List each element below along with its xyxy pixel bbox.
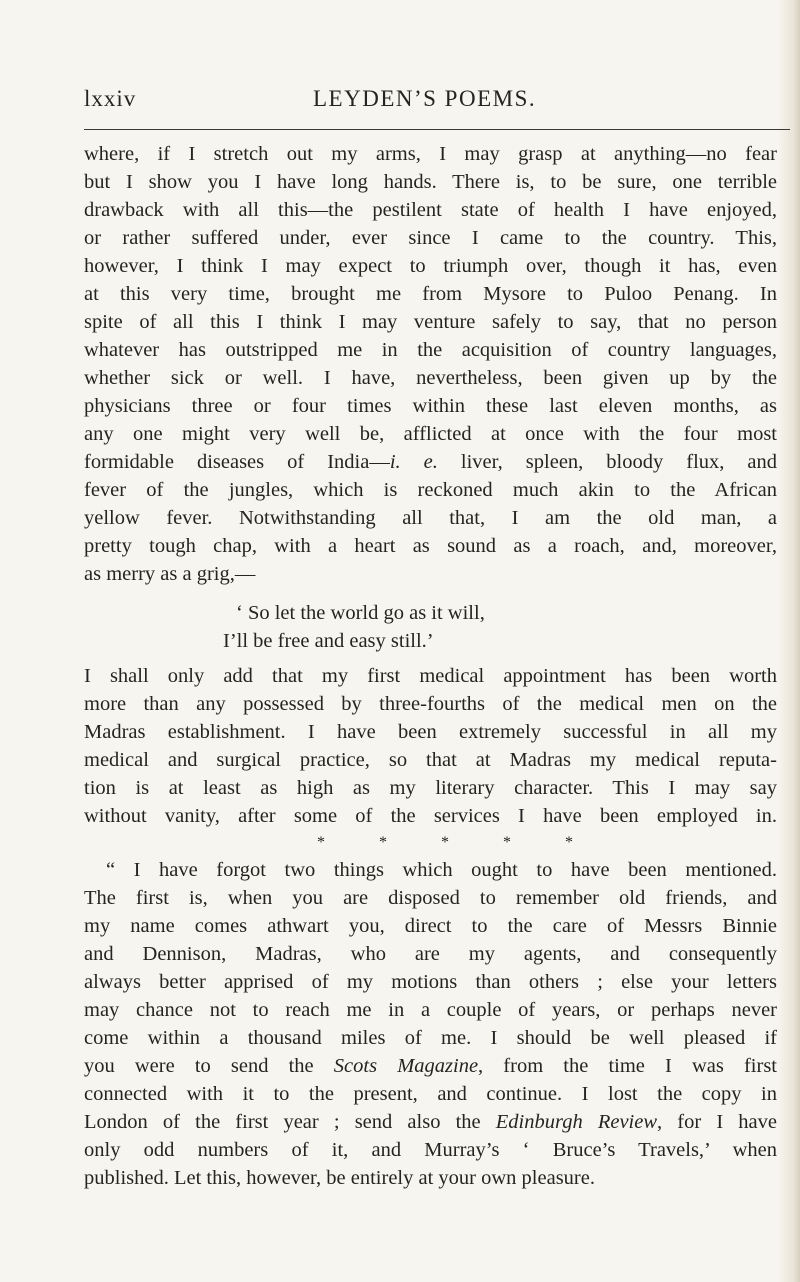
text-line: without vanity, after some of the services I have been employed in. <box>84 805 777 827</box>
text-line: connected with it to the present, and continue. I lost the copy in <box>84 1083 777 1105</box>
text-line: published. Let this, however, be entirely at your own pleasure. <box>84 1167 595 1189</box>
text-line: drawback with all this—the pestilent state of health I have enjoyed, <box>84 199 777 221</box>
header-rule <box>84 129 790 130</box>
running-title: LEYDEN’S POEMS. <box>313 86 537 111</box>
italic-abbreviation: i. e. <box>389 451 438 473</box>
text-line: however, I think I may expect to triumph over, though it has, even <box>84 255 777 277</box>
text-line <box>84 448 777 476</box>
running-head <box>84 86 790 116</box>
text-line: medical and surgical practice, so that at Madras my medical reputa- <box>84 749 777 771</box>
text-run: , for I have <box>657 1111 777 1133</box>
asterisk-divider: * * * * * <box>317 834 573 851</box>
text-line: fever of the jungles, which is reckoned much akin to the African <box>84 479 777 501</box>
text-run: liver, spleen, bloody flux, and <box>437 451 778 473</box>
text-line: my name comes athwart you, direct to the care of Messrs Binnie <box>84 915 777 937</box>
text-line: any one might very well be, afflicted at once with the four most <box>84 423 777 445</box>
text-line: come within a thousand miles of me. I should be well pleased if <box>84 1027 777 1049</box>
text-line <box>84 1108 777 1136</box>
text-line: yellow fever. Notwithstanding all that, I am the old man, a <box>84 507 777 529</box>
text-line: spite of all this I think I may venture safely to say, that no person <box>84 311 777 333</box>
text-run: you were to send the <box>84 1055 334 1077</box>
page-number: lxxiv <box>84 86 137 111</box>
verse-line: I’ll be free and easy still.’ <box>223 630 434 652</box>
text-line: only odd numbers of it, and Murray’s ‘ Bruce’s Travels,’ when <box>84 1139 777 1161</box>
text-line: but I show you I have long hands. There is, to be sure, one terrible <box>84 171 777 193</box>
text-line: whatever has outstripped me in the acquisition of country languages, <box>84 339 777 361</box>
verse-line: ‘ So let the world go as it will, <box>236 602 485 624</box>
text-line: “ I have forgot two things which ought to have been mentioned. <box>106 859 777 881</box>
italic-title: Edinburgh Review <box>495 1111 658 1133</box>
text-line: tion is at least as high as my literary character. This I may say <box>84 777 777 799</box>
text-line: and Dennison, Madras, who are my agents, and consequently <box>84 943 777 965</box>
text-line: as merry as a grig,— <box>84 563 256 585</box>
text-line: more than any possessed by three-fourths of the medical men on the <box>84 693 777 715</box>
text-line: whether sick or well. I have, nevertheless, been given up by the <box>84 367 777 389</box>
text-line: pretty tough chap, with a heart as sound as a roach, and, moreover, <box>84 535 777 557</box>
text-run: London of the first year ; send also the <box>84 1111 496 1133</box>
text-line: physicians three or four times within these last eleven months, as <box>84 395 777 417</box>
text-line <box>84 1052 777 1080</box>
text-line: Madras establishment. I have been extremely successful in all my <box>84 721 777 743</box>
italic-title: Scots Magazine <box>333 1055 479 1077</box>
text-run: , from the time I was first <box>478 1055 777 1077</box>
text-run: formidable diseases of India— <box>84 451 390 473</box>
text-line: may chance not to reach me in a couple of years, or perhaps never <box>84 999 777 1021</box>
text-line: always better apprised of my motions than others ; else your letters <box>84 971 777 993</box>
text-line: The first is, when you are disposed to remember old friends, and <box>84 887 777 909</box>
text-line: or rather suffered under, ever since I came to the country. This, <box>84 227 777 249</box>
body-text <box>84 140 777 1192</box>
text-line: I shall only add that my first medical appointment has been worth <box>84 665 777 687</box>
page-edge-shadow <box>778 0 800 1282</box>
text-line: where, if I stretch out my arms, I may grasp at anything—no fear <box>84 143 777 165</box>
text-line: at this very time, brought me from Mysore to Puloo Penang. In <box>84 283 777 305</box>
